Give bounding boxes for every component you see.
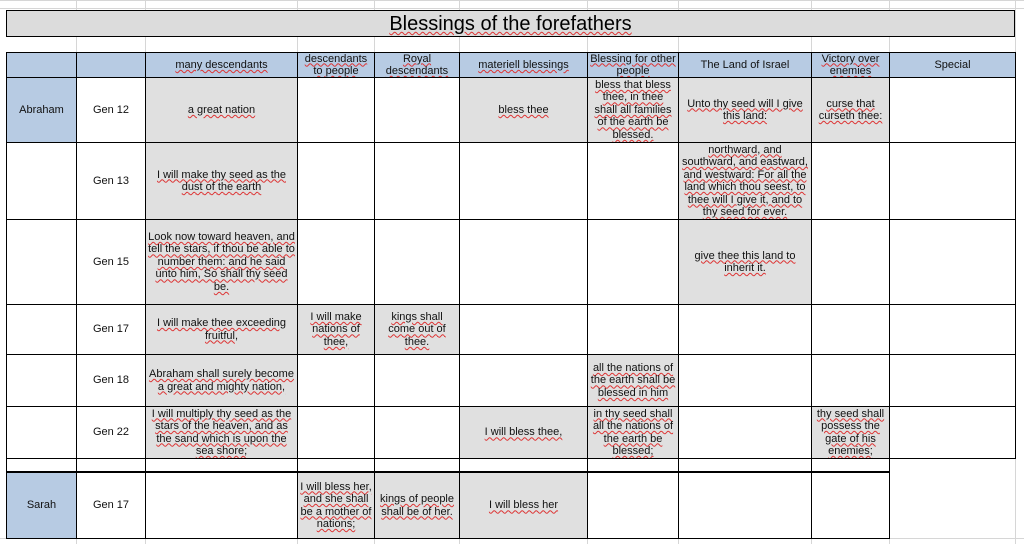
header-materiell-blessings[interactable]: materiell blessings — [459, 52, 588, 78]
cell-royal-descendants[interactable] — [374, 406, 460, 459]
person-cell-sarah[interactable]: Sarah — [6, 472, 77, 539]
cell-blessing-other-people[interactable]: in thy seed shall all the nations of the earth be blessed; — [587, 406, 679, 459]
spacer-cell[interactable] — [76, 458, 146, 472]
person-cell-abraham[interactable]: Abraham — [6, 77, 77, 143]
cell-royal-descendants[interactable] — [374, 142, 460, 220]
person-cell[interactable] — [6, 406, 77, 459]
cell-blessing-other-people[interactable] — [587, 472, 679, 539]
spacer-cell[interactable] — [145, 458, 298, 472]
cell-victory-over-enemies[interactable] — [811, 472, 890, 539]
cell-materiell-blessings[interactable] — [459, 219, 588, 305]
cell-royal-descendants[interactable] — [374, 219, 460, 305]
cell-many-descendants[interactable]: I will make thy seed as the dust of the earth — [145, 142, 298, 220]
spacer-cell[interactable] — [587, 458, 679, 472]
spacer-cell[interactable] — [459, 458, 588, 472]
cell-special[interactable] — [889, 77, 1016, 143]
cell-victory-over-enemies[interactable] — [811, 219, 890, 305]
spacer-cell[interactable] — [811, 458, 890, 472]
cell-special[interactable] — [889, 219, 1016, 305]
spacer-cell[interactable] — [374, 458, 460, 472]
cell-victory-over-enemies[interactable]: curse that curseth thee: — [811, 77, 890, 143]
header-special[interactable]: Special — [889, 52, 1016, 78]
cell-special[interactable] — [889, 142, 1016, 220]
cell-many-descendants[interactable]: Abraham shall surely become a great and mighty nation, — [145, 354, 298, 407]
cell-many-descendants[interactable]: I will multiply thy seed as the stars of the heaven, and as the sand which is upon the sea shore; — [145, 406, 298, 459]
cell-materiell-blessings[interactable] — [459, 354, 588, 407]
header-blessing-other-people[interactable]: Blessing for other people — [587, 52, 679, 78]
cell-victory-over-enemies[interactable]: thy seed shall possess the gate of his enemies; — [811, 406, 890, 459]
cell-descendants-to-people[interactable] — [297, 219, 375, 305]
header-cell-ref[interactable] — [76, 52, 146, 78]
cell-land-of-israel[interactable] — [678, 406, 812, 459]
cell-materiell-blessings[interactable] — [459, 142, 588, 220]
cell-descendants-to-people[interactable] — [297, 142, 375, 220]
cell-materiell-blessings[interactable] — [459, 304, 588, 355]
cell-descendants-to-people[interactable] — [297, 406, 375, 459]
cell-blessing-other-people[interactable] — [587, 304, 679, 355]
cell-land-of-israel[interactable]: northward, and southward, and eastward, and westward: For all the land which thou seest, to thee will I give it, and to thy seed for ever. — [678, 142, 812, 220]
cell-many-descendants[interactable]: a great nation — [145, 77, 298, 143]
person-cell[interactable] — [6, 304, 77, 355]
spacer-cell[interactable] — [297, 458, 375, 472]
cell-victory-over-enemies[interactable] — [811, 304, 890, 355]
cell-many-descendants[interactable]: Look now toward heaven, and tell the stars, if thou be able to number them: and he said unto him, So shall thy seed be. — [145, 219, 298, 305]
cell-blessing-other-people[interactable]: all the nations of the earth shall be blessed in him — [587, 354, 679, 407]
cell-blessing-other-people[interactable] — [587, 142, 679, 220]
header-cell-person[interactable] — [6, 52, 77, 78]
header-land-of-israel[interactable]: The Land of Israel — [678, 52, 812, 78]
cell-descendants-to-people[interactable]: I will make nations of thee, — [297, 304, 375, 355]
ref-cell[interactable]: Gen 12 — [76, 77, 146, 143]
cell-royal-descendants[interactable]: kings shall come out of thee. — [374, 304, 460, 355]
cell-special[interactable] — [889, 406, 1016, 459]
cell-royal-descendants[interactable] — [374, 77, 460, 143]
cell-special[interactable] — [889, 354, 1016, 407]
header-descendants-to-people[interactable]: descendants to people — [297, 52, 375, 78]
header-victory-over-enemies[interactable]: Victory over enemies — [811, 52, 890, 78]
cell-materiell-blessings[interactable]: I will bless her — [459, 472, 588, 539]
cell-materiell-blessings[interactable]: bless thee — [459, 77, 588, 143]
spacer-cell[interactable] — [678, 458, 812, 472]
cell-royal-descendants[interactable] — [374, 354, 460, 407]
header-many-descendants[interactable]: many descendants — [145, 52, 298, 78]
ref-cell[interactable]: Gen 22 — [76, 406, 146, 459]
cell-many-descendants[interactable]: I will make thee exceeding fruitful, — [145, 304, 298, 355]
header-royal-descendants[interactable]: Royal descendants — [374, 52, 460, 78]
cell-victory-over-enemies[interactable] — [811, 142, 890, 220]
cell-land-of-israel[interactable] — [678, 472, 812, 539]
sheet-title[interactable]: Blessings of the forefathers — [6, 10, 1015, 37]
spacer-cell[interactable] — [6, 458, 77, 472]
cell-special[interactable] — [889, 304, 1016, 355]
cell-royal-descendants[interactable]: kings of people shall be of her. — [374, 472, 460, 539]
person-cell[interactable] — [6, 219, 77, 305]
cell-victory-over-enemies[interactable] — [811, 354, 890, 407]
person-cell[interactable] — [6, 354, 77, 407]
cell-descendants-to-people[interactable] — [297, 354, 375, 407]
cell-descendants-to-people[interactable]: I will bless her, and she shall be a mother of nations; — [297, 472, 375, 539]
cell-materiell-blessings[interactable]: I will bless thee, — [459, 406, 588, 459]
cell-descendants-to-people[interactable] — [297, 77, 375, 143]
ref-cell[interactable]: Gen 13 — [76, 142, 146, 220]
ref-cell[interactable]: Gen 15 — [76, 219, 146, 305]
cell-blessing-other-people[interactable]: bless that bless thee, in thee shall all families of the earth be blessed. — [587, 77, 679, 143]
ref-cell[interactable]: Gen 17 — [76, 304, 146, 355]
cell-land-of-israel[interactable] — [678, 304, 812, 355]
cell-land-of-israel[interactable]: give thee this land to inherit it. — [678, 219, 812, 305]
cell-land-of-israel[interactable] — [678, 354, 812, 407]
ref-cell[interactable]: Gen 17 — [76, 472, 146, 539]
cell-land-of-israel[interactable]: Unto thy seed will I give this land: — [678, 77, 812, 143]
person-cell[interactable] — [6, 142, 77, 220]
ref-cell[interactable]: Gen 18 — [76, 354, 146, 407]
cell-blessing-other-people[interactable] — [587, 219, 679, 305]
cell-many-descendants[interactable] — [145, 472, 298, 539]
